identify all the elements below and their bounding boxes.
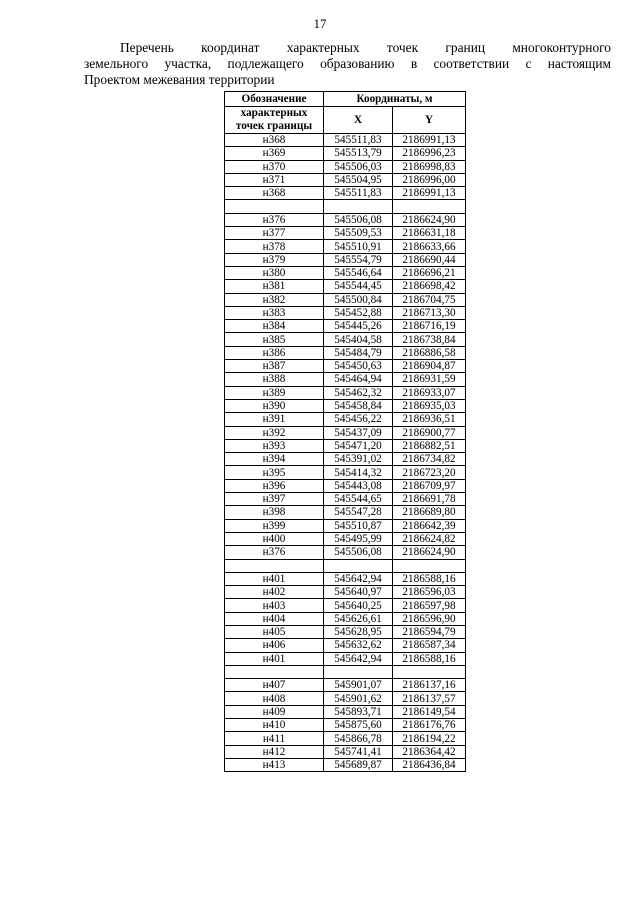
table-row bbox=[225, 386, 466, 399]
coordinate-y: 2186716,19 bbox=[393, 320, 466, 333]
point-designation: н369 bbox=[225, 147, 324, 160]
header-y: Y bbox=[393, 107, 466, 134]
point-designation: н404 bbox=[225, 612, 324, 625]
point-designation: н376 bbox=[225, 546, 324, 559]
coordinate-x: 545741,41 bbox=[324, 745, 393, 758]
coordinate-y: 2186709,97 bbox=[393, 479, 466, 492]
table-row bbox=[225, 639, 466, 652]
point-designation: н413 bbox=[225, 758, 324, 771]
point-designation: н399 bbox=[225, 519, 324, 532]
point-designation bbox=[225, 665, 324, 678]
point-designation: н382 bbox=[225, 293, 324, 306]
coordinate-x: 545628,95 bbox=[324, 625, 393, 638]
table-row bbox=[225, 586, 466, 599]
table-body bbox=[225, 134, 466, 772]
coordinate-y: 2186935,03 bbox=[393, 399, 466, 412]
coordinate-x: 545462,32 bbox=[324, 386, 393, 399]
point-designation: н400 bbox=[225, 532, 324, 545]
table-row bbox=[225, 599, 466, 612]
table-row bbox=[225, 705, 466, 718]
table-row bbox=[225, 346, 466, 359]
point-designation: н394 bbox=[225, 453, 324, 466]
table-row bbox=[225, 240, 466, 253]
table-row bbox=[225, 360, 466, 373]
coordinate-x: 545437,09 bbox=[324, 426, 393, 439]
point-designation: н388 bbox=[225, 373, 324, 386]
coordinate-x: 545875,60 bbox=[324, 719, 393, 732]
coordinate-x: 545443,08 bbox=[324, 479, 393, 492]
coordinate-x: 545547,28 bbox=[324, 506, 393, 519]
coordinate-y: 2186904,87 bbox=[393, 360, 466, 373]
table-row bbox=[225, 572, 466, 585]
point-designation: н410 bbox=[225, 719, 324, 732]
point-designation: н411 bbox=[225, 732, 324, 745]
point-designation: н398 bbox=[225, 506, 324, 519]
coordinate-x: 545640,97 bbox=[324, 586, 393, 599]
coordinate-x: 545510,91 bbox=[324, 240, 393, 253]
table-row bbox=[225, 147, 466, 160]
point-designation: н405 bbox=[225, 625, 324, 638]
point-designation: н370 bbox=[225, 160, 324, 173]
table-row bbox=[225, 506, 466, 519]
page-number: 17 bbox=[313, 16, 327, 31]
coordinate-x: 545450,63 bbox=[324, 360, 393, 373]
point-designation: н401 bbox=[225, 652, 324, 665]
coordinate-y: 2186588,16 bbox=[393, 652, 466, 665]
coordinate-x: 545414,32 bbox=[324, 466, 393, 479]
point-designation: н396 bbox=[225, 479, 324, 492]
coordinate-y: 2186137,57 bbox=[393, 692, 466, 705]
point-designation bbox=[225, 559, 324, 572]
coordinate-x: 545445,26 bbox=[324, 320, 393, 333]
point-designation: н371 bbox=[225, 173, 324, 186]
table-row bbox=[225, 187, 466, 200]
coordinate-x: 545391,02 bbox=[324, 453, 393, 466]
heading-line: Проектом межевания территории bbox=[84, 72, 275, 87]
coordinate-x: 545866,78 bbox=[324, 732, 393, 745]
table-row bbox=[225, 293, 466, 306]
coordinate-x: 545404,58 bbox=[324, 333, 393, 346]
coordinate-y: 2186931,59 bbox=[393, 373, 466, 386]
point-designation: н387 bbox=[225, 360, 324, 373]
point-designation: н406 bbox=[225, 639, 324, 652]
coordinate-x: 545506,08 bbox=[324, 213, 393, 226]
table-row bbox=[225, 253, 466, 266]
table-row bbox=[225, 373, 466, 386]
coordinate-y: 2186713,30 bbox=[393, 306, 466, 319]
heading-line: Перечень координат характерных точек границ многоконтурного bbox=[120, 40, 611, 55]
point-designation: н381 bbox=[225, 280, 324, 293]
coordinate-x: 545901,07 bbox=[324, 679, 393, 692]
header-designation: Обозначение bbox=[225, 92, 324, 107]
coordinate-x: 545689,87 bbox=[324, 758, 393, 771]
point-designation: н377 bbox=[225, 227, 324, 240]
point-designation: н401 bbox=[225, 572, 324, 585]
coordinate-y: 2186698,42 bbox=[393, 280, 466, 293]
table-row bbox=[225, 266, 466, 279]
coordinate-y: 2186734,82 bbox=[393, 453, 466, 466]
point-designation: н390 bbox=[225, 399, 324, 412]
point-designation: н402 bbox=[225, 586, 324, 599]
coordinate-y: 2186696,21 bbox=[393, 266, 466, 279]
point-designation: н391 bbox=[225, 413, 324, 426]
table-row bbox=[225, 227, 466, 240]
point-designation: н378 bbox=[225, 240, 324, 253]
coordinate-x: 545509,53 bbox=[324, 227, 393, 240]
point-designation: н395 bbox=[225, 466, 324, 479]
coordinate-y: 2186588,16 bbox=[393, 572, 466, 585]
coordinate-y: 2186704,75 bbox=[393, 293, 466, 306]
point-designation: н385 bbox=[225, 333, 324, 346]
point-designation: н392 bbox=[225, 426, 324, 439]
table-row bbox=[225, 493, 466, 506]
coordinate-x: 545544,65 bbox=[324, 493, 393, 506]
coordinate-x: 545640,25 bbox=[324, 599, 393, 612]
coordinate-x: 545513,79 bbox=[324, 147, 393, 160]
coordinate-y: 2186597,98 bbox=[393, 599, 466, 612]
coordinate-x bbox=[324, 200, 393, 213]
table-row bbox=[225, 280, 466, 293]
coordinate-y: 2186624,82 bbox=[393, 532, 466, 545]
table-row bbox=[225, 612, 466, 625]
coordinate-x: 545464,94 bbox=[324, 373, 393, 386]
table-row bbox=[225, 453, 466, 466]
table-row bbox=[225, 679, 466, 692]
point-designation: н380 bbox=[225, 266, 324, 279]
coordinate-x: 545642,94 bbox=[324, 572, 393, 585]
coordinate-x: 545506,03 bbox=[324, 160, 393, 173]
coordinate-y: 2186886,58 bbox=[393, 346, 466, 359]
coordinate-x: 545484,79 bbox=[324, 346, 393, 359]
table-heading bbox=[84, 40, 611, 88]
table-row bbox=[225, 479, 466, 492]
point-designation: н383 bbox=[225, 306, 324, 319]
coordinate-x: 545546,64 bbox=[324, 266, 393, 279]
separator-row bbox=[225, 559, 466, 572]
coordinate-y: 2186436,84 bbox=[393, 758, 466, 771]
coordinate-x: 545642,94 bbox=[324, 652, 393, 665]
point-designation: н393 bbox=[225, 439, 324, 452]
coordinate-y: 2186933,07 bbox=[393, 386, 466, 399]
point-designation: н389 bbox=[225, 386, 324, 399]
table-row bbox=[225, 213, 466, 226]
point-designation: н384 bbox=[225, 320, 324, 333]
coordinate-x: 545511,83 bbox=[324, 187, 393, 200]
table-row bbox=[225, 134, 466, 147]
table-row bbox=[225, 519, 466, 532]
coordinate-y: 2186691,78 bbox=[393, 493, 466, 506]
coordinate-x: 545500,84 bbox=[324, 293, 393, 306]
coordinate-y: 2186900,77 bbox=[393, 426, 466, 439]
coordinate-x: 545504,95 bbox=[324, 173, 393, 186]
table-row bbox=[225, 160, 466, 173]
table-row bbox=[225, 466, 466, 479]
coordinate-y: 2186624,90 bbox=[393, 213, 466, 226]
point-designation: н408 bbox=[225, 692, 324, 705]
table-row bbox=[225, 320, 466, 333]
coordinate-y bbox=[393, 200, 466, 213]
coordinate-y: 2186194,22 bbox=[393, 732, 466, 745]
table-row bbox=[225, 173, 466, 186]
table-row bbox=[225, 532, 466, 545]
coordinate-y: 2186149,54 bbox=[393, 705, 466, 718]
coordinate-y: 2186176,76 bbox=[393, 719, 466, 732]
heading-line: земельного участка, подлежащего образованию в соответствии с настоящим bbox=[84, 56, 611, 71]
point-designation: н368 bbox=[225, 134, 324, 147]
coordinate-y: 2186690,44 bbox=[393, 253, 466, 266]
coordinate-y: 2186587,34 bbox=[393, 639, 466, 652]
coordinate-y: 2186998,83 bbox=[393, 160, 466, 173]
coordinate-x: 545510,87 bbox=[324, 519, 393, 532]
coordinate-x: 545893,71 bbox=[324, 705, 393, 718]
coordinate-x bbox=[324, 559, 393, 572]
coordinate-y: 2186689,80 bbox=[393, 506, 466, 519]
point-designation: н397 bbox=[225, 493, 324, 506]
table-row bbox=[225, 426, 466, 439]
point-designation bbox=[225, 200, 324, 213]
coordinate-x: 545471,20 bbox=[324, 439, 393, 452]
coordinate-x: 545495,99 bbox=[324, 532, 393, 545]
coordinate-y: 2186723,20 bbox=[393, 466, 466, 479]
coordinate-y: 2186633,66 bbox=[393, 240, 466, 253]
point-designation: н403 bbox=[225, 599, 324, 612]
table-row bbox=[225, 333, 466, 346]
point-designation: н368 bbox=[225, 187, 324, 200]
coordinate-y: 2186364,42 bbox=[393, 745, 466, 758]
header-designation-sub: характерных точек границы bbox=[225, 107, 324, 134]
table-row bbox=[225, 732, 466, 745]
coordinate-y: 2186624,90 bbox=[393, 546, 466, 559]
coordinate-y bbox=[393, 559, 466, 572]
header-coordinates: Координаты, м bbox=[324, 92, 466, 107]
table-row bbox=[225, 439, 466, 452]
table-row bbox=[225, 652, 466, 665]
table-row bbox=[225, 745, 466, 758]
point-designation: н407 bbox=[225, 679, 324, 692]
point-designation: н379 bbox=[225, 253, 324, 266]
coordinate-y: 2186594,79 bbox=[393, 625, 466, 638]
coordinate-y: 2186996,23 bbox=[393, 147, 466, 160]
point-designation: н412 bbox=[225, 745, 324, 758]
coordinate-x: 545626,61 bbox=[324, 612, 393, 625]
coordinate-y: 2186631,18 bbox=[393, 227, 466, 240]
table-row bbox=[225, 399, 466, 412]
coordinate-x: 545554,79 bbox=[324, 253, 393, 266]
coordinate-y: 2186596,90 bbox=[393, 612, 466, 625]
coordinate-y: 2186936,51 bbox=[393, 413, 466, 426]
coordinates-table bbox=[224, 91, 466, 772]
table-row bbox=[225, 546, 466, 559]
point-designation: н409 bbox=[225, 705, 324, 718]
coordinate-y bbox=[393, 665, 466, 678]
coordinate-x: 545456,22 bbox=[324, 413, 393, 426]
point-designation: н376 bbox=[225, 213, 324, 226]
header-x: X bbox=[324, 107, 393, 134]
coordinate-x: 545452,88 bbox=[324, 306, 393, 319]
table-row bbox=[225, 758, 466, 771]
separator-row bbox=[225, 665, 466, 678]
separator-row bbox=[225, 200, 466, 213]
coordinate-x: 545506,08 bbox=[324, 546, 393, 559]
table-row bbox=[225, 692, 466, 705]
coordinate-y: 2186738,84 bbox=[393, 333, 466, 346]
coordinate-x bbox=[324, 665, 393, 678]
coordinate-y: 2186991,13 bbox=[393, 134, 466, 147]
coordinate-x: 545632,62 bbox=[324, 639, 393, 652]
table-row bbox=[225, 625, 466, 638]
point-designation: н386 bbox=[225, 346, 324, 359]
coordinate-y: 2186996,00 bbox=[393, 173, 466, 186]
table-row bbox=[225, 719, 466, 732]
coordinate-x: 545901,62 bbox=[324, 692, 393, 705]
coordinate-y: 2186137,16 bbox=[393, 679, 466, 692]
table-row bbox=[225, 306, 466, 319]
coordinate-x: 545458,84 bbox=[324, 399, 393, 412]
coordinate-x: 545511,83 bbox=[324, 134, 393, 147]
coordinate-y: 2186596,03 bbox=[393, 586, 466, 599]
coordinate-y: 2186642,39 bbox=[393, 519, 466, 532]
coordinate-y: 2186991,13 bbox=[393, 187, 466, 200]
coordinate-y: 2186882,51 bbox=[393, 439, 466, 452]
table-row bbox=[225, 413, 466, 426]
coordinate-x: 545544,45 bbox=[324, 280, 393, 293]
